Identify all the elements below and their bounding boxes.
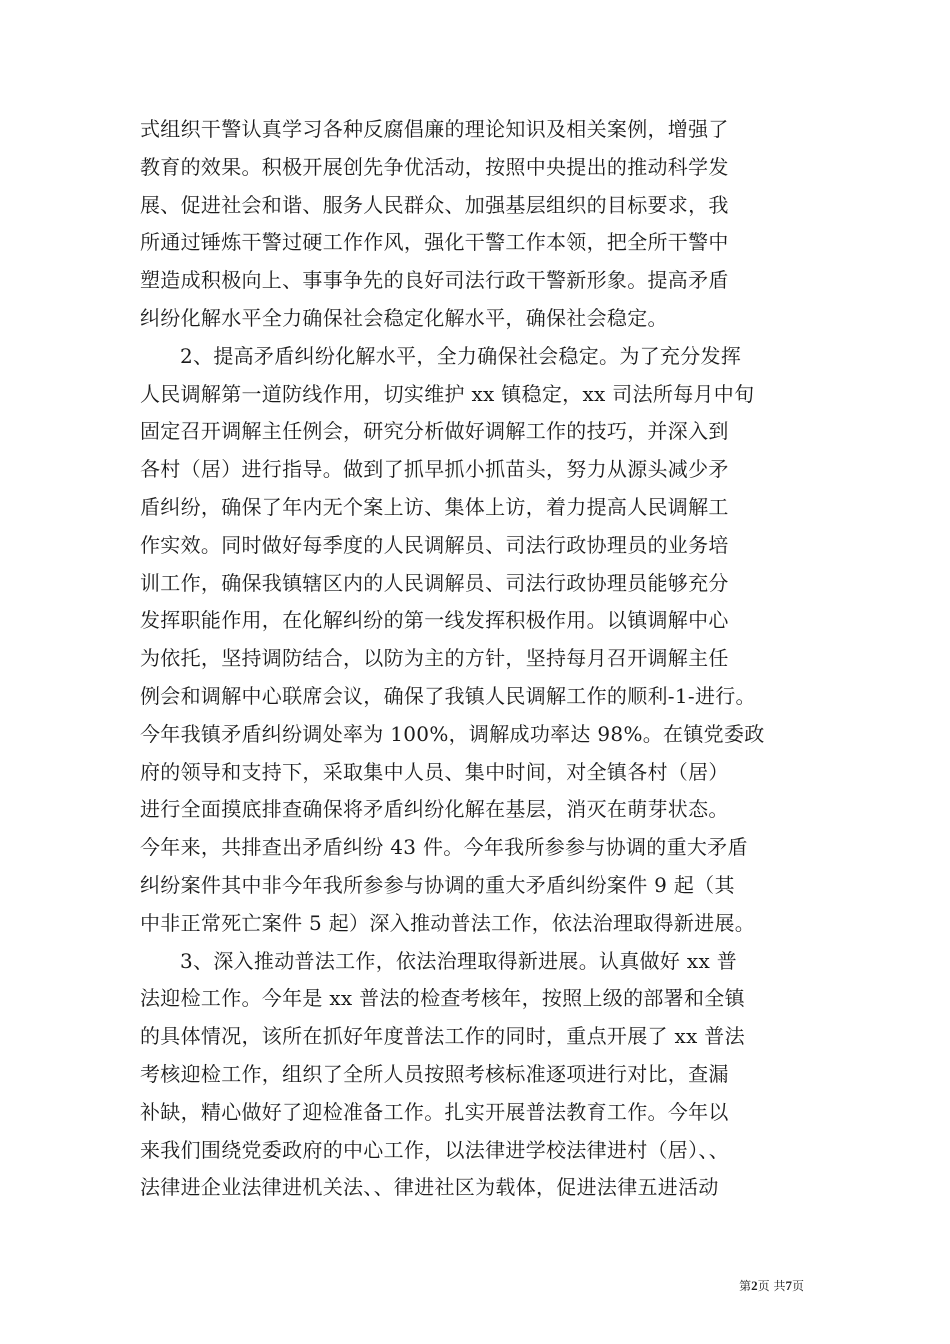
text-line: 今年我镇矛盾纠纷调处率为 100%，调解成功率达 98%。在镇党委政 [140,721,765,746]
footer-prefix: 第 [739,1279,752,1293]
text-line: 所通过锤炼干警过硬工作作风，强化干警工作本领，把全所干警中 [140,230,729,255]
text-line: 各村（居）进行指导。做到了抓早抓小抓苗头，努力从源头减少矛 [140,457,729,482]
text-line: 训工作，确保我镇辖区内的人民调解员、司法行政协理员能够充分 [140,570,729,595]
text-line: 例会和调解中心联席会议，确保了我镇人民调解工作的顺利-1-进行。 [140,683,756,708]
text-line: 中非正常死亡案件 5 起）深入推动普法工作，依法治理取得新进展。 [140,910,756,935]
text-line: 教育的效果。积极开展创先争优活动，按照中央提出的推动科学发 [140,154,729,179]
text-line: 塑造成积极向上、事事争先的良好司法行政干警新形象。提高矛盾 [140,268,729,293]
text-line: 固定召开调解主任例会，研究分析做好调解工作的技巧，并深入到 [140,419,729,444]
text-line: 式组织干警认真学习各种反腐倡廉的理论知识及相关案例，增强了 [140,117,729,141]
text-line: 进行全面摸底排查确保将矛盾纠纷化解在基层，消灭在萌芽状态。 [140,797,729,822]
text-line: 盾纠纷，确保了年内无个案上访、集体上访，着力提高人民调解工 [140,494,729,519]
text-line: 展、促进社会和谐、服务人民群众、加强基层组织的目标要求，我 [140,192,729,217]
text-line: 为依托，坚持调防结合，以防为主的方针，坚持每月召开调解主任 [140,646,729,671]
text-line: 今年来，共排查出矛盾纠纷 43 件。今年我所参参与协调的重大矛盾 [140,835,748,860]
text-line: 3、深入推动普法工作，依法治理取得新进展。认真做好 xx 普 [180,948,737,973]
footer-suffix: 页 [791,1279,804,1293]
document-body [140,111,820,1207]
text-line: 府的领导和支持下，采取集中人员、集中时间，对全镇各村（居） [140,759,729,784]
footer-middle: 页 共 [757,1279,786,1293]
text-line: 作实效。同时做好每季度的人民调解员、司法行政协理员的业务培 [140,532,729,557]
text-line: 补缺，精心做好了迎检准备工作。扎实开展普法教育工作。今年以 [140,1099,729,1124]
footer-current-page: 2 [751,1278,758,1293]
text-line: 的具体情况，该所在抓好年度普法工作的同时，重点开展了 xx 普法 [140,1024,745,1049]
text-line: 2、提高矛盾纠纷化解水平，全力确保社会稳定。为了充分发挥 [180,343,742,368]
page-footer [739,1278,804,1294]
text-line: 法律进企业法律进机关法、、律进社区为载体，促进法律五进活动 [140,1175,719,1200]
text-line: 纠纷案件其中非今年我所参参与协调的重大矛盾纠纷案件 9 起（其 [140,872,735,897]
text-line: 纠纷化解水平全力确保社会稳定化解水平，确保社会稳定。 [140,305,668,330]
text-line: 人民调解第一道防线作用，切实维护 xx 镇稳定，xx 司法所每月中旬 [140,381,755,406]
text-line: 来我们围绕党委政府的中心工作，以法律进学校法律进村（居）、、 [140,1137,729,1162]
footer-total-pages: 7 [785,1278,792,1293]
text-line: 法迎检工作。今年是 xx 普法的检查考核年，按照上级的部署和全镇 [140,986,745,1011]
text-line: 考核迎检工作，组织了全所人员按照考核标准逐项进行对比，查漏 [140,1061,729,1086]
text-line: 发挥职能作用，在化解纠纷的第一线发挥积极作用。以镇调解中心 [140,608,729,633]
